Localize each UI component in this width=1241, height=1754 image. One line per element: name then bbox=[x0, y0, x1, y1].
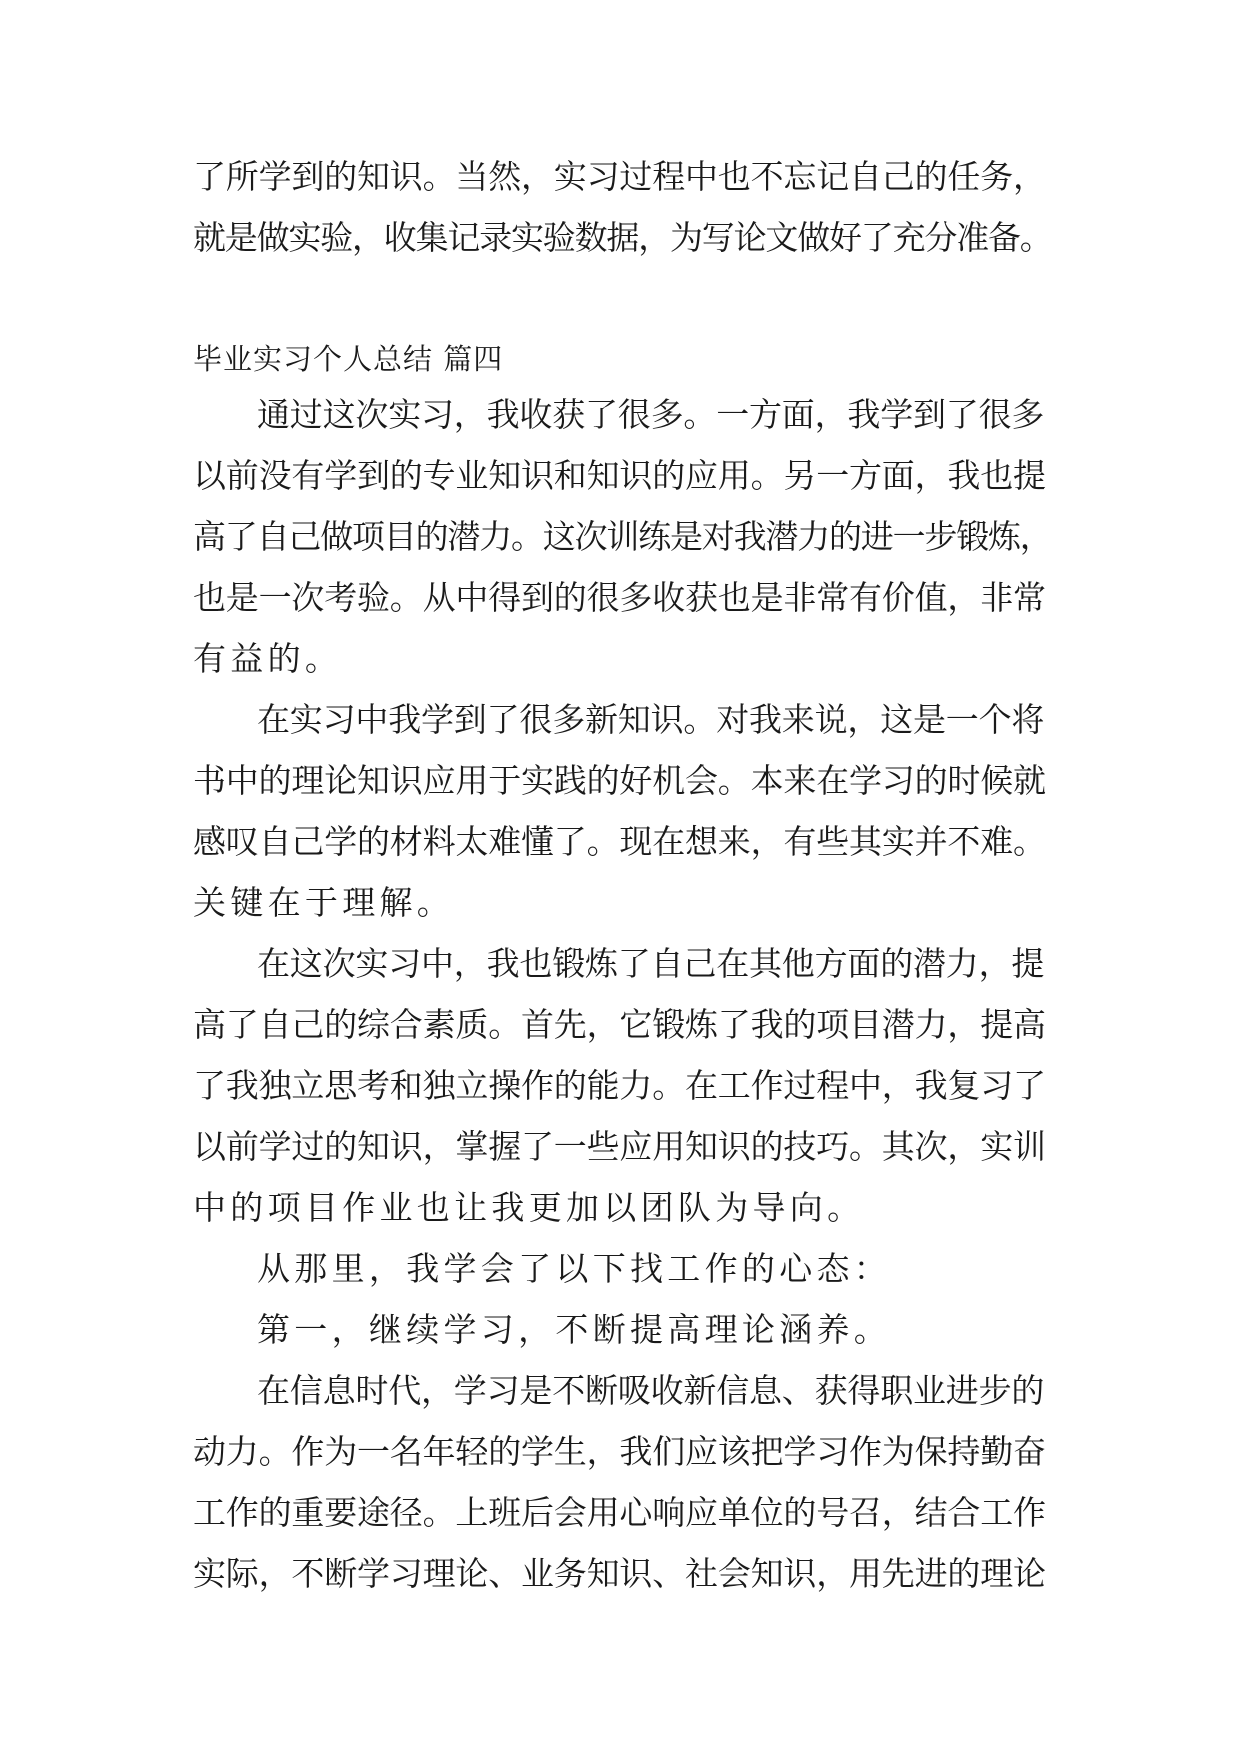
text-line: 中的项目作业也让我更加以团队为导向。 bbox=[193, 1188, 865, 1227]
paragraph bbox=[193, 933, 1053, 1238]
text-line: 在实习中我学到了很多新知识。对我来说，这是一个将 bbox=[257, 700, 1045, 739]
text-line: 通过这次实习，我收获了很多。一方面，我学到了很多 bbox=[257, 395, 1045, 434]
text-line: 有益的。 bbox=[193, 639, 343, 678]
text-line: 了我独立思考和独立操作的能力。在工作过程中，我复习了 bbox=[193, 1066, 1046, 1105]
paragraph bbox=[193, 1238, 1053, 1299]
text-line: 感叹自己学的材料太难懂了。现在想来，有些其实并不难。 bbox=[193, 822, 1046, 861]
text-line: 实际，不断学习理论、业务知识、社会知识，用先进的理论 bbox=[193, 1554, 1046, 1593]
section-heading: 毕业实习个人总结 篇四 bbox=[193, 342, 504, 376]
text-line: 在这次实习中，我也锻炼了自己在其他方面的潜力，提 bbox=[257, 944, 1045, 983]
text-line: 以前没有学到的专业知识和知识的应用。另一方面，我也提 bbox=[193, 456, 1046, 495]
paragraph bbox=[193, 384, 1053, 689]
paragraph bbox=[193, 1299, 1053, 1360]
text-line: 第一，继续学习，不断提高理论涵养。 bbox=[257, 1310, 892, 1349]
paragraph bbox=[193, 1360, 1053, 1604]
text-line: 工作的重要途径。上班后会用心响应单位的号召，结合工作 bbox=[193, 1493, 1046, 1532]
text-line: 动力。作为一名年轻的学生，我们应该把学习作为保持勤奋 bbox=[193, 1432, 1046, 1471]
text-line: 书中的理论知识应用于实践的好机会。本来在学习的时候就 bbox=[193, 761, 1046, 800]
text-line: 了所学到的知识。当然，实习过程中也不忘记自己的任务， bbox=[193, 157, 1046, 196]
intro-text bbox=[193, 146, 1053, 268]
paragraph bbox=[193, 689, 1053, 933]
text-line: 关键在于理解。 bbox=[193, 883, 455, 922]
text-line: 在信息时代，学习是不断吸收新信息、获得职业进步的 bbox=[257, 1371, 1045, 1410]
body-text bbox=[193, 384, 1053, 1604]
text-line: 也是一次考验。从中得到的很多收获也是非常有价值，非常 bbox=[193, 578, 1046, 617]
text-line: 高了自己做项目的潜力。这次训练是对我潜力的进一步锻炼， bbox=[193, 517, 1052, 556]
text-line: 就是做实验，收集记录实验数据，为写论文做好了充分准备。 bbox=[193, 218, 1052, 257]
text-line: 以前学过的知识，掌握了一些应用知识的技巧。其次，实训 bbox=[193, 1127, 1046, 1166]
text-line: 高了自己的综合素质。首先，它锻炼了我的项目潜力，提高 bbox=[193, 1005, 1046, 1044]
section-heading-block bbox=[193, 330, 1053, 388]
text-line: 从那里，我学会了以下找工作的心态： bbox=[257, 1249, 892, 1288]
